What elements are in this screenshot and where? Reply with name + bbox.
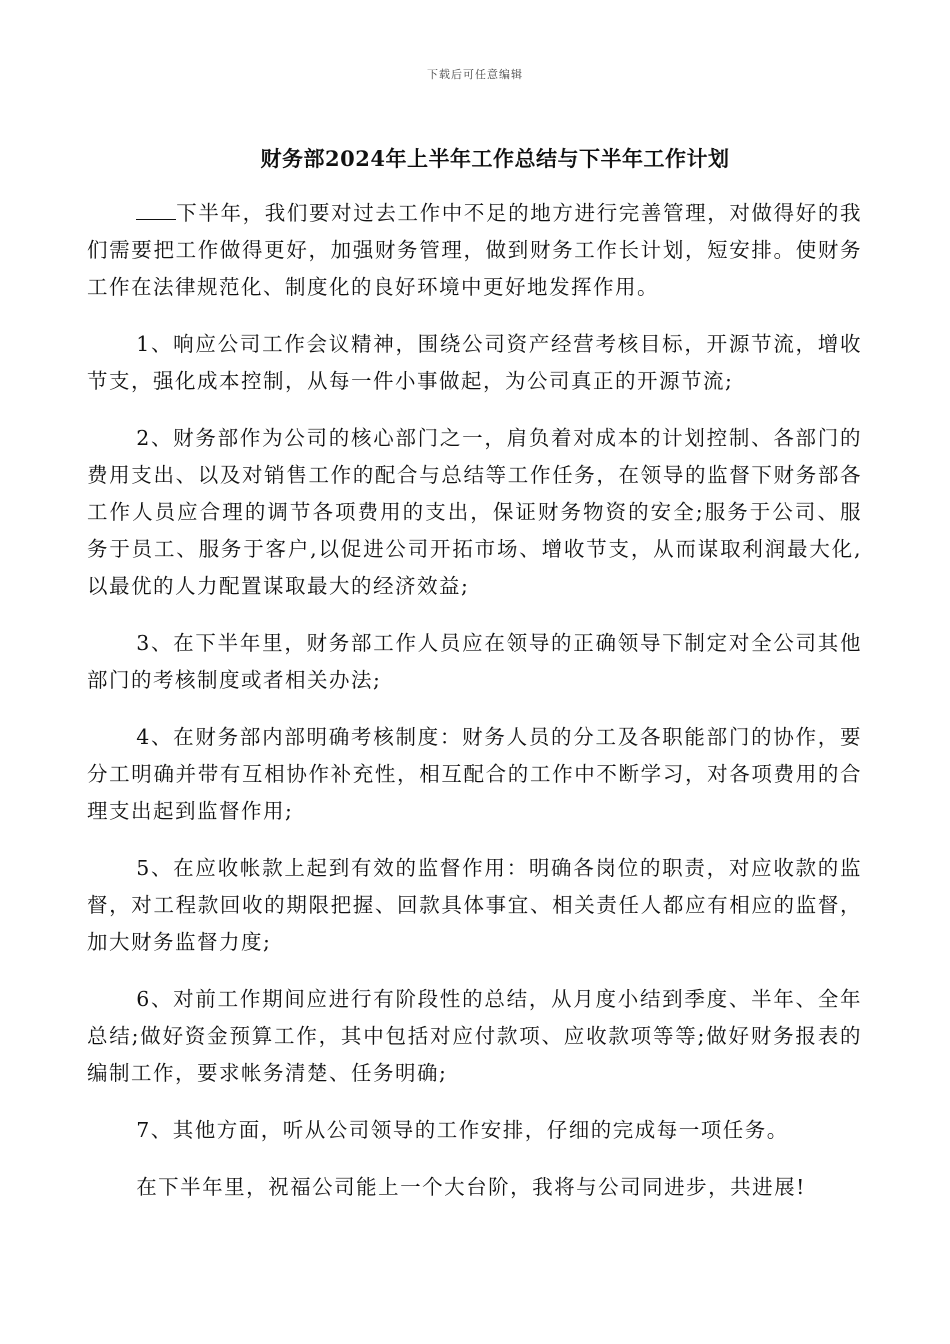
item-paragraph-6: 6、对前工作期间应进行有阶段性的总结，从月度小结到季度、半年、全年总结;做好资金预算工作，其中包括对应付款项、应收款项等等;做好财务报表的编制工作，要求帐务清楚、任务明确; <box>87 987 862 1085</box>
header-note: 下载后可任意编辑 <box>427 68 523 81</box>
blank-underline <box>136 201 176 220</box>
item-paragraph-2: 2、财务部作为公司的核心部门之一，肩负着对成本的计划控制、各部门的费用支出、以及对销售工作的配合与总结等工作任务，在领导的监督下财务部各工作人员应合理的调节各项费用的支出，保证财务物资的安全;服务于公司、服务于员工、服务于客户,以促进公司开拓市场、增收节支，从而谋取利润最大化,以最优的人力配置谋取最大的经济效益; <box>87 426 862 598</box>
item-paragraph-5: 5、在应收帐款上起到有效的监督作用：明确各岗位的职责，对应收款的监督，对工程款回收的期限把握、回款具体事宜、相关责任人都应有相应的监督，加大财务监督力度; <box>87 856 862 954</box>
item-paragraph-1: 1、响应公司工作会议精神，围绕公司资产经营考核目标，开源节流，增收节支，强化成本控制，从每一件小事做起，为公司真正的开源节流; <box>87 332 862 393</box>
document-body <box>87 195 862 1226</box>
intro-paragraph <box>87 195 862 306</box>
document-title: 财务部2024年上半年工作总结与下半年工作计划 <box>260 146 730 171</box>
intro-text: 下半年，我们要对过去工作中不足的地方进行完善管理，对做得好的我们需要把工作做得更好，加强财务管理，做到财务工作长计划，短安排。使财务工作在法律规范化、制度化的良好环境中更好地发挥作用。 <box>87 201 862 299</box>
closing-paragraph: 在下半年里，祝福公司能上一个大台阶，我将与公司同进步，共进展! <box>136 1175 806 1199</box>
item-paragraph-7: 7、其他方面，听从公司领导的工作安排，仔细的完成每一项任务。 <box>136 1118 789 1142</box>
item-paragraph-3: 3、在下半年里，财务部工作人员应在领导的正确领导下制定对全公司其他部门的考核制度或者相关办法; <box>87 631 862 692</box>
item-paragraph-4: 4、在财务部内部明确考核制度：财务人员的分工及各职能部门的协作，要分工明确并带有互相协作补充性，相互配合的工作中不断学习，对各项费用的合理支出起到监督作用; <box>87 725 862 823</box>
